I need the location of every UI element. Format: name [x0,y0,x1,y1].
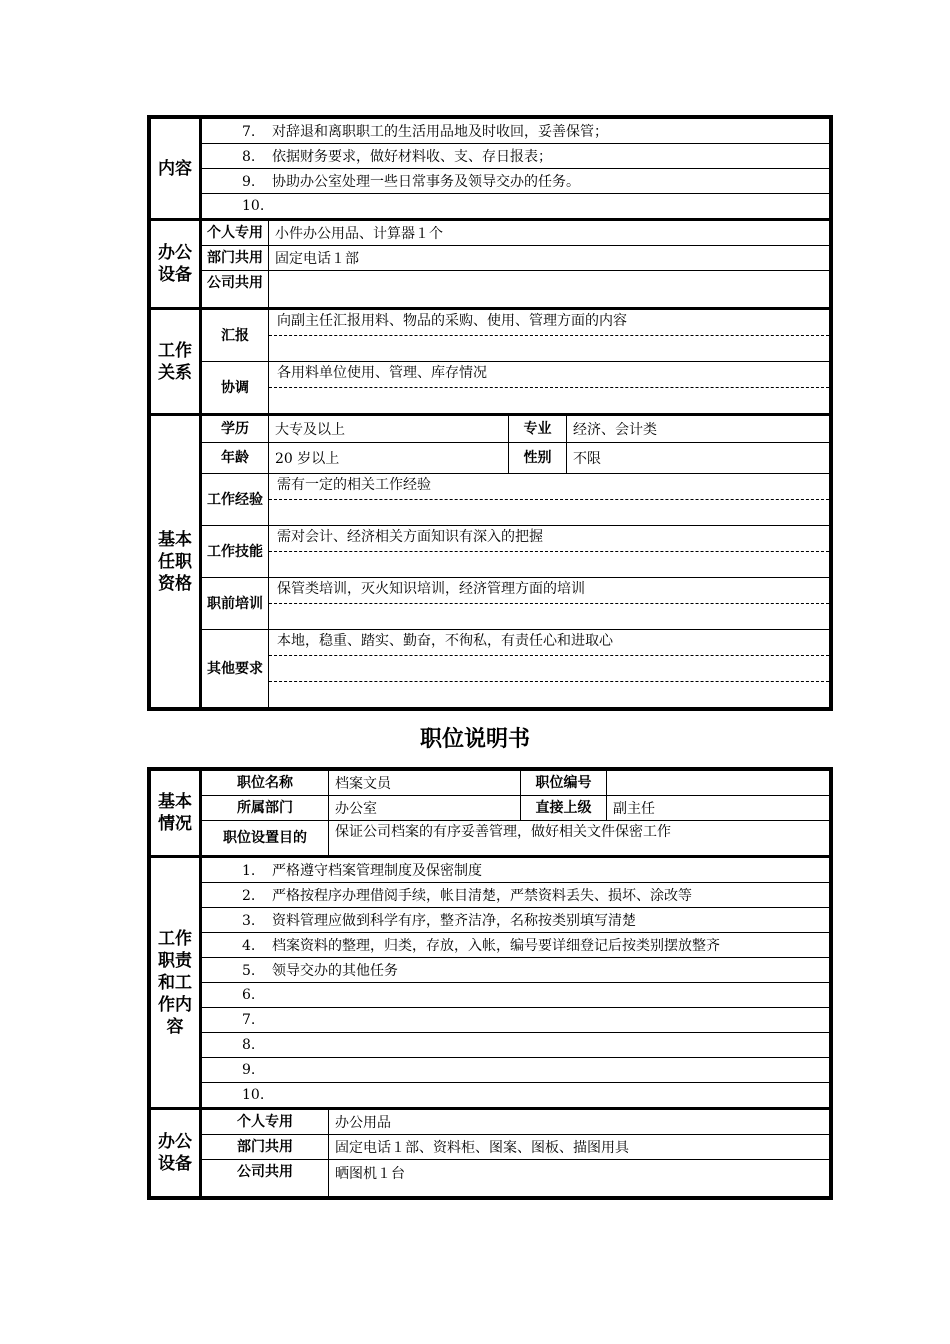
equipment-label: 部门共用 [201,1135,329,1160]
relation-label: 汇报 [201,309,269,362]
equipment-value: 固定电话１部、资料柜、图案、图板、描图用具 [329,1135,830,1160]
list-item: 10. [201,194,830,220]
section-content: 内容 [151,119,201,220]
training-label: 职前培训 [201,578,269,630]
equipment-label: 部门共用 [201,246,269,271]
list-item: 8. [201,1033,830,1058]
list-item: 1. 严格遵守档案管理制度及保密制度 [201,857,830,883]
list-item: 7. [201,1008,830,1033]
list-item: 7. 对辞退和离职职工的生活用品地及时收回，妥善保管； [201,119,830,144]
other-value: 本地，稳重、踏实、勤奋，不徇私，有责任心和进取心 [269,630,830,708]
equipment-label: 公司共用 [201,1160,329,1197]
supervisor-label: 直接上级 [521,796,607,821]
purpose-label: 职位设置目的 [201,821,329,857]
age-label: 年龄 [201,443,269,474]
education-label: 学历 [201,415,269,443]
major-label: 专业 [509,415,567,443]
experience-label: 工作经验 [201,474,269,526]
list-item: 9. [201,1058,830,1083]
position-name-label: 职位名称 [201,771,329,796]
gender-label: 性别 [509,443,567,474]
list-item: 2. 严格按程序办理借阅手续，帐目清楚，严禁资料丢失、损坏、涂改等 [201,883,830,908]
equipment-label: 个人专用 [201,1109,329,1135]
equipment-value: 小件办公用品、计算器１个 [269,220,830,246]
equipment-value: 晒图机１台 [329,1160,830,1197]
section-basic: 基本情况 [151,771,201,857]
education-value: 大专及以上 [269,415,509,443]
list-item: 4. 档案资料的整理，归类，存放，入帐，编号要详细登记后按类别摆放整齐 [201,933,830,958]
table-page2 [147,767,833,1200]
relation-label: 协调 [201,362,269,415]
supervisor-value: 副主任 [607,796,830,821]
equipment-label: 个人专用 [201,220,269,246]
section-duties: 工作职责和工作内容 [151,857,201,1109]
list-item: 8. 依据财务要求，做好材料收、支、存日报表； [201,144,830,169]
age-value: 20 岁以上 [269,443,509,474]
section-equipment-2: 办公设备 [151,1109,201,1197]
section-relations: 工作关系 [151,309,201,415]
equipment-label: 公司共用 [201,271,269,309]
skills-value: 需对会计、经济相关方面知识有深入的把握 [269,526,830,578]
position-code-value [607,771,830,796]
equipment-value: 固定电话１部 [269,246,830,271]
list-item: 5. 领导交办的其他任务 [201,958,830,983]
relation-value: 向副主任汇报用料、物品的采购、使用、管理方面的内容 [269,309,830,362]
experience-value: 需有一定的相关工作经验 [269,474,830,526]
skills-label: 工作技能 [201,526,269,578]
major-value: 经济、会计类 [567,415,830,443]
gender-value: 不限 [567,443,830,474]
equipment-value: 办公用品 [329,1109,830,1135]
section-equipment: 办公设备 [151,220,201,309]
position-code-label: 职位编号 [521,771,607,796]
equipment-value [269,271,830,309]
department-label: 所属部门 [201,796,329,821]
position-name-value: 档案文员 [329,771,521,796]
list-item: 10. [201,1083,830,1109]
section-qualifications: 基本任职资格 [151,415,201,708]
table-page1 [147,115,833,711]
relation-value: 各用料单位使用、管理、库存情况 [269,362,830,415]
purpose-value: 保证公司档案的有序妥善管理，做好相关文件保密工作 [329,821,830,857]
training-value: 保管类培训，灭火知识培训，经济管理方面的培训 [269,578,830,630]
other-label: 其他要求 [201,630,269,708]
page-title: 职位说明书 [419,727,530,752]
list-item: 9. 协助办公室处理一些日常事务及领导交办的任务。 [201,169,830,194]
list-item: 6. [201,983,830,1008]
list-item: 3. 资料管理应做到科学有序，整齐洁净，名称按类别填写清楚 [201,908,830,933]
department-value: 办公室 [329,796,521,821]
